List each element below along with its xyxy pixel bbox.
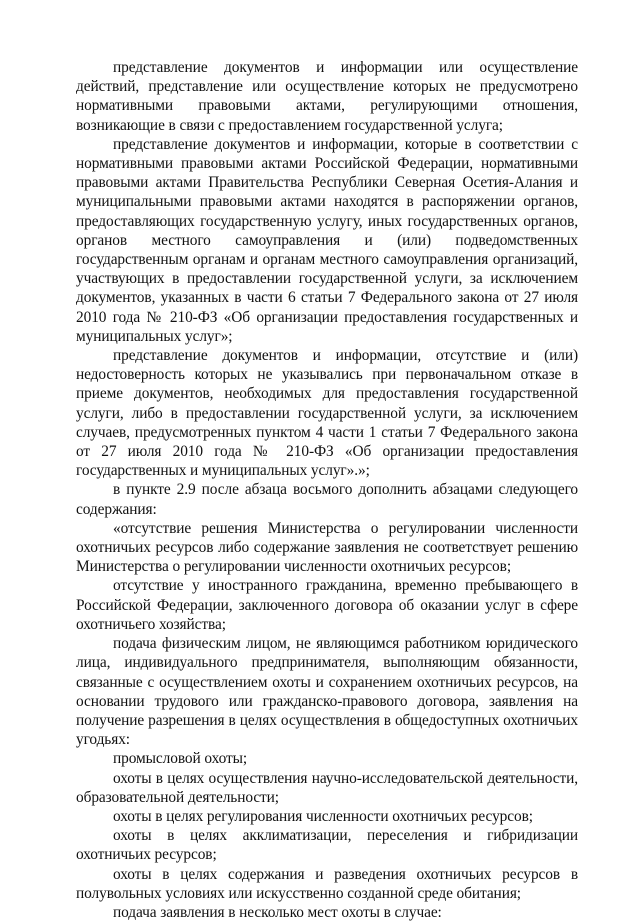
paragraph-6: отсутствие у иностранного гражданина, временно пребывающего в Российской Федерации, заключенного договора об оказании услуг в сфере охотничьего хозяйства; xyxy=(76,577,578,633)
paragraph-11: охоты в целях акклиматизации, переселения и гибридизации охотничьих ресурсов; xyxy=(76,827,578,864)
paragraph-9: охоты в целях осуществления научно-исследовательской деятельности, образовательной деятельности; xyxy=(76,769,578,806)
paragraph-4: в пункте 2.9 после абзаца восьмого дополнить абзацами следующего содержания: xyxy=(76,481,578,518)
paragraph-13: подача заявления в несколько мест охоты в случае: xyxy=(113,903,442,921)
paragraph-2: представление документов и информации, которые в соответствии с нормативными правовыми актами Российской Федерации, нормативными правовыми актами Правительства Республики Северная Осетия-Алания и муниципальными правовыми актами находятся в распоряжении органов, предоставляющих государственную услугу, иных государственных органов, органов местного самоуправления и (или) подведомственных государственным органам и органам местного самоуправления организаций, участвующих в предоставлении государственной услуги, за исключением документов, указанных в части 6 статьи 7 Федерального закона от 27 июля 2010 года № 210-ФЗ «Об организации предоставления государственных и муниципальных услуг»; xyxy=(76,135,578,345)
paragraph-12: охоты в целях содержания и разведения охотничьих ресурсов в полувольных условиях или искусственно созданной среде обитания; xyxy=(76,865,578,902)
paragraph-1: представление документов и информации или осуществление действий, представление или осуществление которых не предусмотрено нормативными правовыми актами, регулирующими отношения, возникающие в связи с предоставлением государственной услуга; xyxy=(76,59,578,134)
document-page xyxy=(76,58,578,922)
paragraph-5: «отсутствие решения Министерства о регулировании численности охотничьих ресурсов либо содержание заявления не соответствует решению Министерства о регулировании численности охотничьих ресурсов; xyxy=(76,519,578,576)
paragraph-7: подача физическим лицом, не являющимся работником юридического лица, индивидуального предпринимателя, выполняющим обязанности, связанные с осуществлением охоты и сохранением охотничьих ресурсов, на основании трудового или гражданско-правового договора, заявления на получение разрешения в целях осуществления в общедоступных охотничьих угодьях: xyxy=(76,635,578,749)
paragraph-10: охоты в целях регулирования численности охотничьих ресурсов; xyxy=(113,807,533,825)
paragraph-8: промысловой охоты; xyxy=(113,750,248,768)
paragraph-3: представление документов и информации, отсутствие и (или) недостоверность которых не указывались при первоначальном отказе в приеме документов, необходимых для предоставления государственной услуги, либо в предоставлении государственной услуги, за исключением случаев, предусмотренных пунктом 4 части 1 статьи 7 Федерального закона от 27 июля 2010 года № 210-ФЗ «Об организации предоставления государственных и муниципальных услуг».»; xyxy=(76,347,578,480)
